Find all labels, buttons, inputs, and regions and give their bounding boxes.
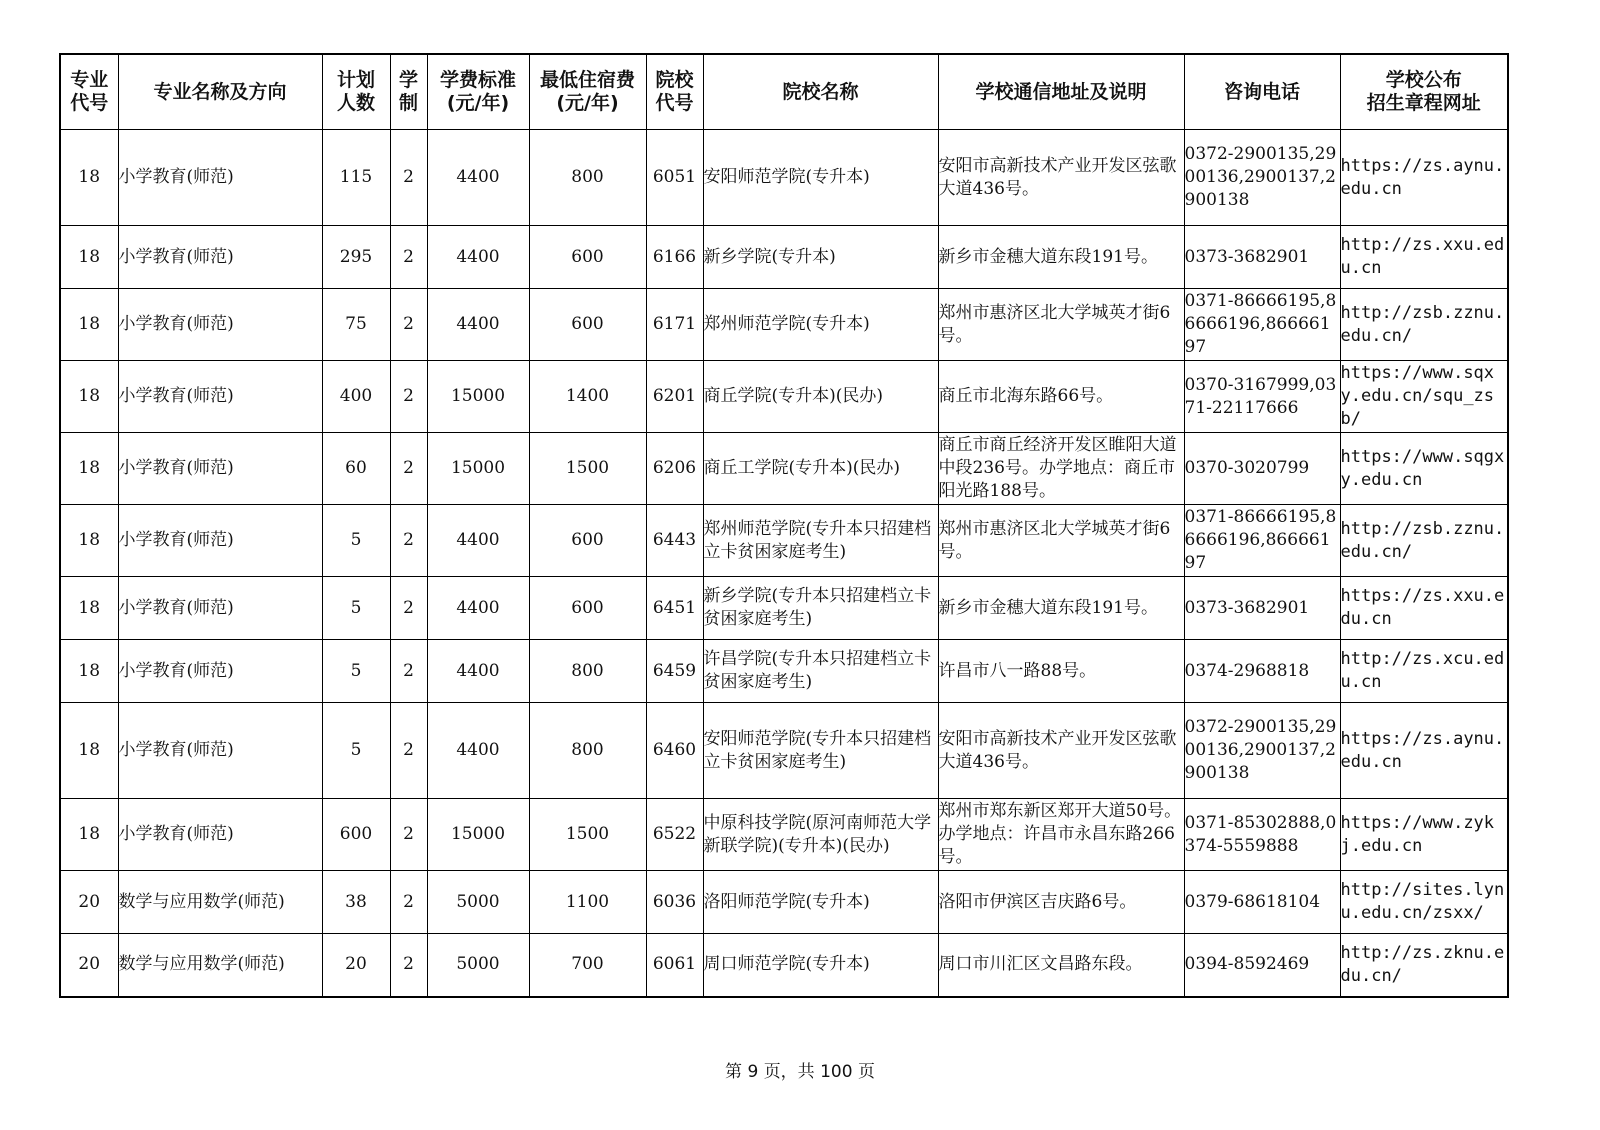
cell-school-code: 6201 — [646, 361, 703, 433]
cell-url: http://sites.lynu.edu.cn/zsxx/ — [1340, 871, 1508, 934]
header-address: 学校通信地址及说明 — [938, 54, 1184, 130]
cell-address: 郑州市惠济区北大学城英才街6号。 — [938, 289, 1184, 361]
cell-phone: 0372-2900135,2900136,2900137,2900138 — [1184, 703, 1340, 799]
header-lodging: 最低住宿费 (元/年) — [529, 54, 646, 130]
cell-url: http://zs.xxu.edu.cn — [1340, 226, 1508, 289]
cell-major-name: 小学教育(师范) — [118, 577, 322, 640]
cell-address: 许昌市八一路88号。 — [938, 640, 1184, 703]
cell-major-code: 20 — [60, 934, 118, 997]
cell-major-name: 小学教育(师范) — [118, 361, 322, 433]
cell-url: http://zsb.zznu.edu.cn/ — [1340, 505, 1508, 577]
cell-school-code: 6206 — [646, 433, 703, 505]
page-footer — [0, 1057, 1600, 1082]
footer-suffix: 页 — [857, 1062, 875, 1082]
cell-years: 2 — [390, 226, 427, 289]
cell-address: 新乡市金穗大道东段191号。 — [938, 226, 1184, 289]
cell-address: 安阳市高新技术产业开发区弦歌大道436号。 — [938, 130, 1184, 226]
cell-major-name: 小学教育(师范) — [118, 226, 322, 289]
header-row — [60, 54, 1508, 130]
cell-school-code: 6459 — [646, 640, 703, 703]
cell-school-name: 商丘学院(专升本)(民办) — [703, 361, 938, 433]
cell-url: https://zs.aynu.edu.cn — [1340, 703, 1508, 799]
header-school-name: 院校名称 — [703, 54, 938, 130]
cell-school-name: 商丘工学院(专升本)(民办) — [703, 433, 938, 505]
cell-school-name: 新乡学院(专升本) — [703, 226, 938, 289]
cell-major-name: 小学教育(师范) — [118, 289, 322, 361]
cell-url: http://zsb.zznu.edu.cn/ — [1340, 289, 1508, 361]
cell-phone: 0372-2900135,2900136,2900137,2900138 — [1184, 130, 1340, 226]
cell-plan-count: 400 — [322, 361, 390, 433]
cell-years: 2 — [390, 289, 427, 361]
cell-phone: 0370-3020799 — [1184, 433, 1340, 505]
cell-major-name: 数学与应用数学(师范) — [118, 934, 322, 997]
cell-major-name: 小学教育(师范) — [118, 703, 322, 799]
cell-plan-count: 5 — [322, 577, 390, 640]
header-plan-count: 计划 人数 — [322, 54, 390, 130]
cell-plan-count: 38 — [322, 871, 390, 934]
header-url: 学校公布 招生章程网址 — [1340, 54, 1508, 130]
cell-major-code: 18 — [60, 289, 118, 361]
header-years: 学 制 — [390, 54, 427, 130]
cell-major-name: 小学教育(师范) — [118, 799, 322, 871]
cell-tuition: 4400 — [427, 640, 529, 703]
cell-url: https://zs.aynu.edu.cn — [1340, 130, 1508, 226]
cell-plan-count: 60 — [322, 433, 390, 505]
table-row — [60, 361, 1508, 433]
cell-lodging: 800 — [529, 640, 646, 703]
table-row — [60, 505, 1508, 577]
cell-tuition: 4400 — [427, 289, 529, 361]
cell-address: 郑州市郑东新区郑开大道50号。办学地点：许昌市永昌东路266号。 — [938, 799, 1184, 871]
cell-years: 2 — [390, 871, 427, 934]
cell-major-code: 18 — [60, 703, 118, 799]
cell-school-name: 郑州师范学院(专升本) — [703, 289, 938, 361]
cell-address: 安阳市高新技术产业开发区弦歌大道436号。 — [938, 703, 1184, 799]
cell-school-code: 6451 — [646, 577, 703, 640]
cell-years: 2 — [390, 934, 427, 997]
cell-years: 2 — [390, 505, 427, 577]
cell-school-name: 郑州师范学院(专升本只招建档立卡贫困家庭考生) — [703, 505, 938, 577]
cell-plan-count: 75 — [322, 289, 390, 361]
header-school-code: 院校 代号 — [646, 54, 703, 130]
cell-major-name: 小学教育(师范) — [118, 433, 322, 505]
table-row — [60, 130, 1508, 226]
cell-school-code: 6171 — [646, 289, 703, 361]
cell-address: 郑州市惠济区北大学城英才街6号。 — [938, 505, 1184, 577]
cell-years: 2 — [390, 130, 427, 226]
table-row — [60, 703, 1508, 799]
cell-address: 商丘市商丘经济开发区睢阳大道中段236号。办学地点：商丘市阳光路188号。 — [938, 433, 1184, 505]
cell-school-name: 新乡学院(专升本只招建档立卡贫困家庭考生) — [703, 577, 938, 640]
footer-total-pages: 100 — [820, 1062, 853, 1082]
footer-page-number: 9 — [747, 1062, 759, 1082]
cell-address: 洛阳市伊滨区吉庆路6号。 — [938, 871, 1184, 934]
cell-tuition: 4400 — [427, 226, 529, 289]
cell-phone: 0371-85302888,0374-5559888 — [1184, 799, 1340, 871]
cell-school-name: 洛阳师范学院(专升本) — [703, 871, 938, 934]
cell-major-code: 18 — [60, 130, 118, 226]
cell-tuition: 5000 — [427, 934, 529, 997]
cell-years: 2 — [390, 799, 427, 871]
cell-phone: 0394-8592469 — [1184, 934, 1340, 997]
cell-lodging: 1500 — [529, 433, 646, 505]
cell-url: https://www.sqxy.edu.cn/squ_zsb/ — [1340, 361, 1508, 433]
table-row — [60, 226, 1508, 289]
cell-school-code: 6522 — [646, 799, 703, 871]
cell-school-code: 6036 — [646, 871, 703, 934]
cell-years: 2 — [390, 577, 427, 640]
table-row — [60, 799, 1508, 871]
cell-school-code: 6166 — [646, 226, 703, 289]
cell-tuition: 4400 — [427, 130, 529, 226]
cell-major-name: 小学教育(师范) — [118, 505, 322, 577]
cell-url: https://www.sqgxy.edu.cn — [1340, 433, 1508, 505]
cell-lodging: 600 — [529, 226, 646, 289]
cell-lodging: 1100 — [529, 871, 646, 934]
cell-url: https://zs.xxu.edu.cn — [1340, 577, 1508, 640]
cell-school-code: 6443 — [646, 505, 703, 577]
cell-major-code: 18 — [60, 799, 118, 871]
cell-tuition: 4400 — [427, 703, 529, 799]
cell-phone: 0371-86666195,86666196,86666197 — [1184, 289, 1340, 361]
cell-years: 2 — [390, 703, 427, 799]
cell-lodging: 1500 — [529, 799, 646, 871]
cell-school-name: 许昌学院(专升本只招建档立卡贫困家庭考生) — [703, 640, 938, 703]
cell-school-name: 安阳师范学院(专升本) — [703, 130, 938, 226]
cell-phone: 0373-3682901 — [1184, 577, 1340, 640]
cell-school-name: 周口师范学院(专升本) — [703, 934, 938, 997]
cell-tuition: 4400 — [427, 577, 529, 640]
table-row — [60, 934, 1508, 997]
cell-address: 新乡市金穗大道东段191号。 — [938, 577, 1184, 640]
cell-url: http://zs.xcu.edu.cn — [1340, 640, 1508, 703]
cell-major-code: 18 — [60, 226, 118, 289]
cell-address: 周口市川汇区文昌路东段。 — [938, 934, 1184, 997]
cell-plan-count: 600 — [322, 799, 390, 871]
cell-tuition: 4400 — [427, 505, 529, 577]
cell-major-code: 18 — [60, 361, 118, 433]
cell-plan-count: 115 — [322, 130, 390, 226]
cell-school-code: 6061 — [646, 934, 703, 997]
header-major-name: 专业名称及方向 — [118, 54, 322, 130]
cell-major-code: 18 — [60, 433, 118, 505]
cell-major-code: 18 — [60, 640, 118, 703]
cell-url: https://www.zykj.edu.cn — [1340, 799, 1508, 871]
table-row — [60, 871, 1508, 934]
cell-school-name: 安阳师范学院(专升本只招建档立卡贫困家庭考生) — [703, 703, 938, 799]
table-row — [60, 577, 1508, 640]
cell-lodging: 600 — [529, 505, 646, 577]
cell-major-code: 20 — [60, 871, 118, 934]
footer-prefix: 第 — [725, 1062, 743, 1082]
cell-school-code: 6051 — [646, 130, 703, 226]
cell-years: 2 — [390, 433, 427, 505]
header-major-code: 专业 代号 — [60, 54, 118, 130]
cell-school-code: 6460 — [646, 703, 703, 799]
cell-lodging: 800 — [529, 703, 646, 799]
cell-plan-count: 5 — [322, 703, 390, 799]
cell-lodging: 800 — [529, 130, 646, 226]
footer-middle: 页，共 — [763, 1062, 815, 1082]
cell-tuition: 15000 — [427, 799, 529, 871]
header-tuition: 学费标准 (元/年) — [427, 54, 529, 130]
cell-lodging: 600 — [529, 577, 646, 640]
cell-phone: 0371-86666195,86666196,86666197 — [1184, 505, 1340, 577]
cell-tuition: 15000 — [427, 433, 529, 505]
cell-lodging: 600 — [529, 289, 646, 361]
cell-school-name: 中原科技学院(原河南师范大学新联学院)(专升本)(民办) — [703, 799, 938, 871]
cell-plan-count: 5 — [322, 505, 390, 577]
cell-major-code: 18 — [60, 505, 118, 577]
cell-tuition: 15000 — [427, 361, 529, 433]
cell-phone: 0374-2968818 — [1184, 640, 1340, 703]
cell-tuition: 5000 — [427, 871, 529, 934]
table-row — [60, 433, 1508, 505]
cell-phone: 0379-68618104 — [1184, 871, 1340, 934]
cell-phone: 0373-3682901 — [1184, 226, 1340, 289]
cell-phone: 0370-3167999,0371-22117666 — [1184, 361, 1340, 433]
table-body — [60, 130, 1508, 997]
header-phone: 咨询电话 — [1184, 54, 1340, 130]
cell-years: 2 — [390, 361, 427, 433]
cell-plan-count: 5 — [322, 640, 390, 703]
table-row — [60, 289, 1508, 361]
cell-major-code: 18 — [60, 577, 118, 640]
cell-plan-count: 295 — [322, 226, 390, 289]
cell-major-name: 数学与应用数学(师范) — [118, 871, 322, 934]
cell-address: 商丘市北海东路66号。 — [938, 361, 1184, 433]
cell-lodging: 700 — [529, 934, 646, 997]
cell-plan-count: 20 — [322, 934, 390, 997]
cell-major-name: 小学教育(师范) — [118, 640, 322, 703]
cell-years: 2 — [390, 640, 427, 703]
cell-url: http://zs.zknu.edu.cn/ — [1340, 934, 1508, 997]
cell-lodging: 1400 — [529, 361, 646, 433]
enrollment-table — [59, 53, 1509, 998]
table-row — [60, 640, 1508, 703]
cell-major-name: 小学教育(师范) — [118, 130, 322, 226]
